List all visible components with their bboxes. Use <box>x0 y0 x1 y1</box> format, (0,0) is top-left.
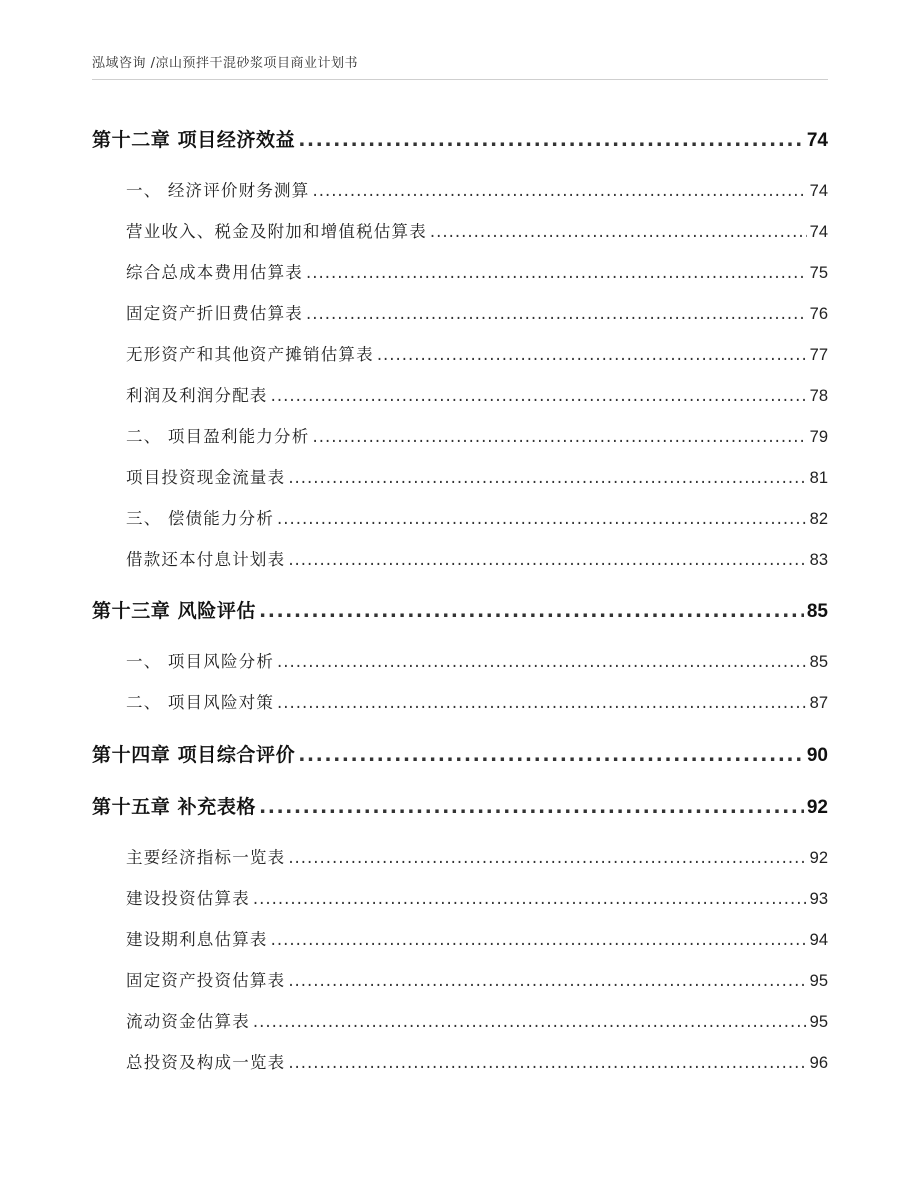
toc-dot-leader <box>259 796 804 818</box>
toc-page-number: 83 <box>809 551 828 569</box>
toc-chapter-entry[interactable] <box>92 125 828 152</box>
toc-dot-leader <box>306 263 807 282</box>
toc-page-number: 77 <box>809 346 828 364</box>
toc-dot-leader <box>377 345 807 364</box>
toc-section-entry[interactable] <box>92 926 828 950</box>
toc-section-entry[interactable] <box>92 1008 828 1032</box>
toc-section-entry[interactable] <box>92 885 828 909</box>
toc-page-number: 94 <box>809 931 828 949</box>
toc-page-number: 78 <box>809 387 828 405</box>
toc-section-entry[interactable] <box>92 341 828 365</box>
toc-dot-leader <box>288 1053 806 1072</box>
toc-section-entry[interactable] <box>92 967 828 991</box>
toc-entry-title: 二、 项目盈利能力分析 <box>126 427 310 446</box>
toc-entry-title: 一、 经济评价财务测算 <box>126 181 310 200</box>
toc-entry-title: 固定资产折旧费估算表 <box>126 304 303 323</box>
toc-section-entry[interactable] <box>92 300 828 324</box>
toc-dot-leader <box>312 181 806 200</box>
toc-page-number: 96 <box>809 1054 828 1072</box>
toc-section-entry[interactable] <box>92 464 828 488</box>
toc-section-entry[interactable] <box>92 505 828 529</box>
toc-dot-leader <box>288 468 806 487</box>
toc-page-number: 74 <box>806 130 828 151</box>
toc-section-entry[interactable] <box>92 689 828 713</box>
toc-entry-title: 流动资金估算表 <box>126 1012 250 1031</box>
toc-page-number: 75 <box>809 264 828 282</box>
toc-section-entry[interactable] <box>92 423 828 447</box>
toc-chapter-entry[interactable] <box>92 596 828 623</box>
toc-section-entry[interactable] <box>92 382 828 406</box>
toc-dot-leader <box>277 693 807 712</box>
toc-entry-title: 三、 偿债能力分析 <box>126 509 275 528</box>
toc-page-number: 79 <box>809 428 828 446</box>
toc-dot-leader <box>277 652 807 671</box>
toc-entry-title: 一、 项目风险分析 <box>126 652 275 671</box>
toc-entry-title: 第十五章 补充表格 <box>92 796 257 818</box>
toc-page-number: 95 <box>809 1013 828 1031</box>
toc-section-entry[interactable] <box>92 177 828 201</box>
toc-dot-leader <box>306 304 807 323</box>
toc-dot-leader <box>288 550 806 569</box>
toc-page-number: 93 <box>809 890 828 908</box>
toc-dot-leader <box>430 222 807 241</box>
toc-entry-title: 二、 项目风险对策 <box>126 693 275 712</box>
toc-dot-leader <box>288 848 806 867</box>
toc-dot-leader <box>271 930 807 949</box>
toc-page-number: 90 <box>806 745 828 766</box>
toc-page-number: 74 <box>809 182 828 200</box>
toc-entry-title: 综合总成本费用估算表 <box>126 263 303 282</box>
toc-page-number: 81 <box>809 469 828 487</box>
toc-page-number: 92 <box>809 849 828 867</box>
toc-page-number: 82 <box>809 510 828 528</box>
toc-entry-title: 第十三章 风险评估 <box>92 600 257 622</box>
toc-entry-title: 项目投资现金流量表 <box>126 468 286 487</box>
toc-section-entry[interactable] <box>92 546 828 570</box>
toc-entry-title: 营业收入、税金及附加和增值税估算表 <box>126 222 427 241</box>
toc-section-entry[interactable] <box>92 218 828 242</box>
toc-chapter-entry[interactable] <box>92 792 828 819</box>
running-header: 泓域咨询 /凉山预拌干混砂浆项目商业计划书 <box>92 56 359 71</box>
toc-entry-title: 建设期利息估算表 <box>126 930 268 949</box>
toc-dot-leader <box>277 509 807 528</box>
toc-entry-title: 主要经济指标一览表 <box>126 848 286 867</box>
toc-dot-leader <box>312 427 806 446</box>
toc-page-number: 74 <box>809 223 828 241</box>
toc-page-number: 92 <box>806 797 828 818</box>
toc-section-entry[interactable] <box>92 648 828 672</box>
toc-page-number: 95 <box>809 972 828 990</box>
header-divider <box>92 79 828 80</box>
toc-dot-leader <box>298 744 804 766</box>
toc-entry-title: 固定资产投资估算表 <box>126 971 286 990</box>
toc-entry-title: 第十二章 项目经济效益 <box>92 129 296 151</box>
toc-chapter-entry[interactable] <box>92 740 828 767</box>
toc-page-number: 87 <box>809 694 828 712</box>
toc-entry-title: 建设投资估算表 <box>126 889 250 908</box>
toc-entry-title: 总投资及构成一览表 <box>126 1053 286 1072</box>
toc-entry-title: 借款还本付息计划表 <box>126 550 286 569</box>
toc-entry-title: 利润及利润分配表 <box>126 386 268 405</box>
toc-section-entry[interactable] <box>92 1049 828 1073</box>
toc-section-entry[interactable] <box>92 259 828 283</box>
toc-dot-leader <box>288 971 806 990</box>
toc-dot-leader <box>253 1012 807 1031</box>
toc-dot-leader <box>253 889 807 908</box>
toc-dot-leader <box>271 386 807 405</box>
toc-dot-leader <box>298 129 804 151</box>
toc-dot-leader <box>259 600 804 622</box>
toc-entry-title: 无形资产和其他资产摊销估算表 <box>126 345 374 364</box>
toc-page-number: 76 <box>809 305 828 323</box>
toc-page-number: 85 <box>806 601 828 622</box>
toc-section-entry[interactable] <box>92 844 828 868</box>
toc-page-number: 85 <box>809 653 828 671</box>
toc-entry-title: 第十四章 项目综合评价 <box>92 744 296 766</box>
